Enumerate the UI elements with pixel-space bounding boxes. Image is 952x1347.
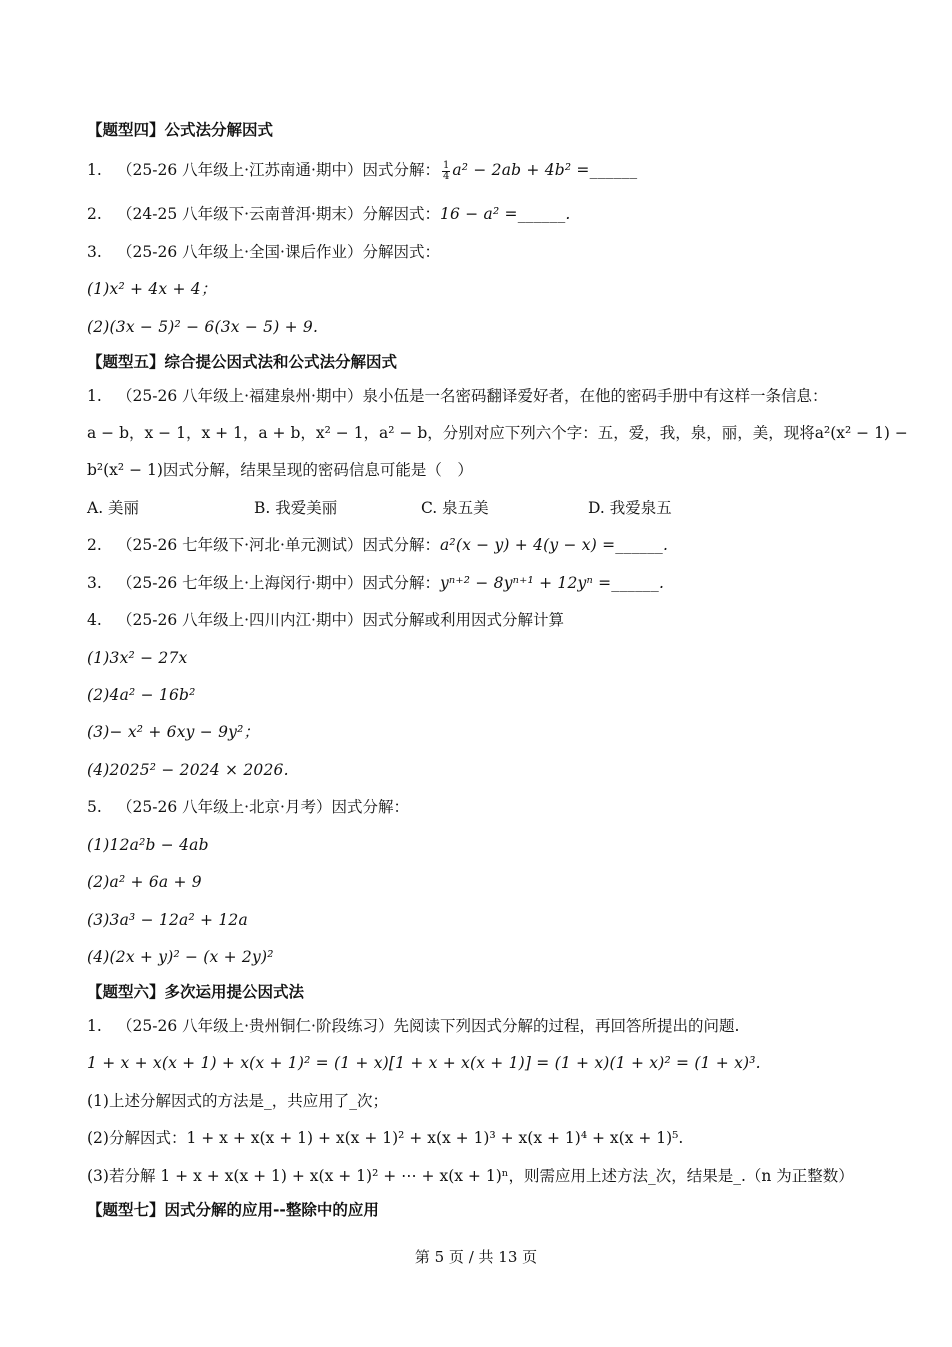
s5-question-3	[87, 572, 912, 594]
section-heading-6: 【题型六】多次运用提公因式法	[87, 983, 305, 1001]
section-heading-4: 【题型四】公式法分解因式	[87, 121, 274, 139]
s4-question-1	[87, 159, 912, 182]
s6-question-1	[87, 1015, 912, 1037]
question-number: 2.	[87, 205, 102, 223]
question-number: 1.	[87, 1017, 102, 1035]
s5-question-2	[87, 534, 912, 556]
s5-question-1	[87, 385, 912, 407]
s5-q5-part-4: (4)(2x + y)² − (x + 2y)²	[87, 948, 274, 966]
s6-q1-part-2: (2)分解因式：1 + x + x(x + 1) + x(x + 1)² + x(x + 1)³ + x(x + 1)⁴ + x(x + 1)⁵.	[87, 1129, 684, 1147]
question-source: （25-26 七年级下·河北·单元测试）因式分解：	[117, 536, 440, 554]
question-source: （25-26 八年级上·江苏南通·期中）因式分解：	[117, 161, 440, 179]
question-source: （24-25 八年级下·云南普洱·期末）分解因式：	[117, 205, 440, 223]
question-source: （25-26 八年级上·全国·课后作业）分解因式：	[117, 243, 440, 261]
s4-question-2	[87, 203, 912, 225]
s5-q4-part-2: (2)4a² − 16b²	[87, 686, 196, 704]
section-heading-7: 【题型七】因式分解的应用--整除中的应用	[87, 1201, 379, 1219]
s5-question-4	[87, 609, 912, 631]
fraction: $\frac{1}{4}$	[442, 159, 450, 182]
s4-q3-part-1: (1)x² + 4x + 4；	[87, 280, 217, 298]
s5-q1-line-3: b²(x² − 1)因式分解，结果呈现的密码信息可能是（ ）	[87, 461, 473, 479]
section-heading-5: 【题型五】综合提公因式法和公式法分解因式	[87, 353, 398, 371]
question-source: （25-26 八年级上·四川内江·期中）因式分解或利用因式分解计算	[117, 611, 564, 629]
question-source: （25-26 八年级上·贵州铜仁·阶段练习）先阅读下列因式分解的过程，再回答所提出的问题.	[117, 1017, 740, 1035]
question-expression: a²(x − y) + 4(y − x) =______.	[439, 536, 669, 554]
question-number: 1.	[87, 387, 102, 405]
question-number: 3.	[87, 243, 102, 261]
option-d: D. 我爱泉五	[588, 499, 672, 517]
s4-q3-part-2: (2)(3x − 5)² − 6(3x − 5) + 9.	[87, 318, 319, 336]
question-number: 5.	[87, 798, 102, 816]
option-c: C. 泉五美	[421, 499, 489, 517]
s6-q1-part-3: (3)若分解 1 + x + x(x + 1) + x(x + 1)² + ⋯ + x(x + 1)ⁿ，则需应用上述方法_次，结果是_.（n 为正整数）	[87, 1167, 854, 1185]
question-expression: 16 − a² =______.	[439, 205, 571, 223]
question-number: 3.	[87, 574, 102, 592]
s6-q1-part-1: (1)上述分解因式的方法是_，共应用了_次；	[87, 1092, 388, 1110]
s5-q1-options	[87, 497, 912, 519]
question-number: 4.	[87, 611, 102, 629]
option-a: A. 美丽	[87, 499, 140, 517]
question-expression: yⁿ⁺² − 8yⁿ⁺¹ + 12yⁿ =______.	[439, 574, 665, 592]
s5-q5-part-2: (2)a² + 6a + 9	[87, 873, 202, 891]
question-expression: a² − 2ab + 4b² =______	[452, 161, 638, 179]
page-footer: 第 5 页 / 共 13 页	[414, 1248, 538, 1266]
question-source: （25-26 七年级上·上海闵行·期中）因式分解：	[117, 574, 440, 592]
s5-question-5	[87, 796, 912, 818]
s5-q5-part-3: (3)3a³ − 12a² + 12a	[87, 911, 248, 929]
s5-q4-part-3: (3)− x² + 6xy − 9y²；	[87, 723, 260, 741]
s5-q1-line-2: a − b，x − 1，x + 1，a + b，x² − 1，a² − b，分别对应下列六个字：五，爱，我，泉，丽，美，现将a²(x² − 1) −	[87, 424, 908, 442]
s5-q4-part-4: (4)2025² − 2024 × 2026.	[87, 761, 289, 779]
s4-question-3	[87, 241, 912, 263]
s5-q5-part-1: (1)12a²b − 4ab	[87, 836, 209, 854]
option-b: B. 我爱美丽	[254, 499, 338, 517]
question-source: （25-26 八年级上·北京·月考）因式分解：	[117, 798, 409, 816]
s6-q1-formula: 1 + x + x(x + 1) + x(x + 1)² = (1 + x)[1 + x + x(x + 1)] = (1 + x)(1 + x)² = (1 + x)³.	[87, 1054, 761, 1072]
question-number: 2.	[87, 536, 102, 554]
question-text: （25-26 八年级上·福建泉州·期中）泉小伍是一名密码翻译爱好者，在他的密码手册中有这样一条信息：	[117, 387, 828, 405]
question-number: 1.	[87, 161, 102, 179]
s5-q4-part-1: (1)3x² − 27x	[87, 649, 188, 667]
